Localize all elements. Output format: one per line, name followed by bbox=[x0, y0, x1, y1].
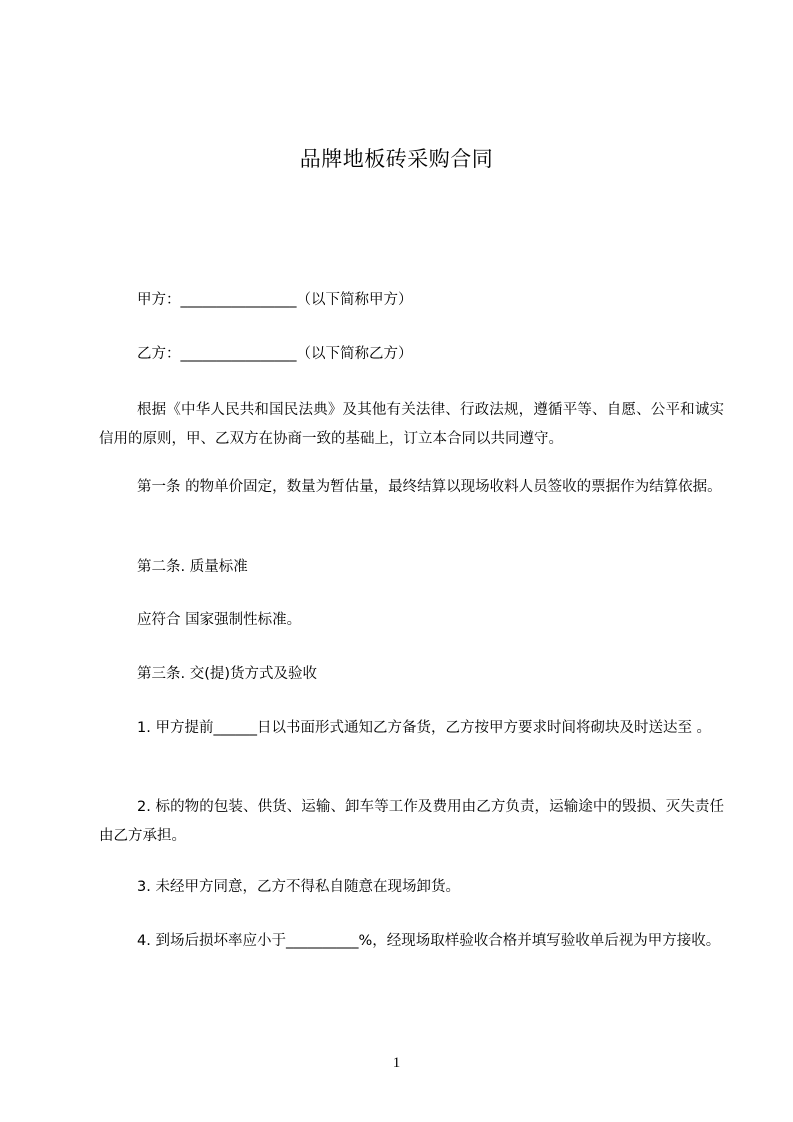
clause-3-line: 3. 未经甲方同意，乙方不得私自随意在现场卸货。 bbox=[137, 879, 460, 895]
clause-4-paragraph: 4. 到场后损坏率应小于__________%，经现场取样验收合格并填写验收单后视为甲方接收。 bbox=[137, 933, 721, 949]
page-number: 1 bbox=[392, 1055, 401, 1071]
article-2-body: 应符合 国家强制性标准。 bbox=[137, 612, 302, 628]
clause-2-paragraph: 2. 标的物的包装、供货、运输、卸车等工作及费用由乙方负责，运输途中的毁损、灭失责任由乙方承担。 bbox=[99, 799, 724, 844]
article-2-heading: 第二条. 质量标准 bbox=[137, 559, 248, 575]
article-1-paragraph: 第一条 的物单价固定，数量为暂估量，最终结算以现场收料人员签收的票据作为结算依据。 bbox=[137, 479, 722, 495]
document-title: 品牌地板砖采购合同 bbox=[299, 147, 494, 171]
party-b-line: 乙方：________________（以下简称乙方） bbox=[137, 346, 413, 362]
clause-1-paragraph: 1. 甲方提前______日以书面形式通知乙方备货，乙方按甲方要求时间将砌块及时送达至 。 bbox=[137, 720, 712, 736]
party-a-line: 甲方：________________（以下简称甲方） bbox=[137, 292, 413, 308]
article-3-heading: 第三条. 交(提)货方式及验收 bbox=[137, 666, 318, 682]
preamble-paragraph: 根据《中华人民共和国民法典》及其他有关法律、行政法规，遵循平等、自愿、公平和诚实信用的原则，甲、乙双方在协商一致的基础上，订立本合同以共同遵守。 bbox=[99, 402, 724, 447]
